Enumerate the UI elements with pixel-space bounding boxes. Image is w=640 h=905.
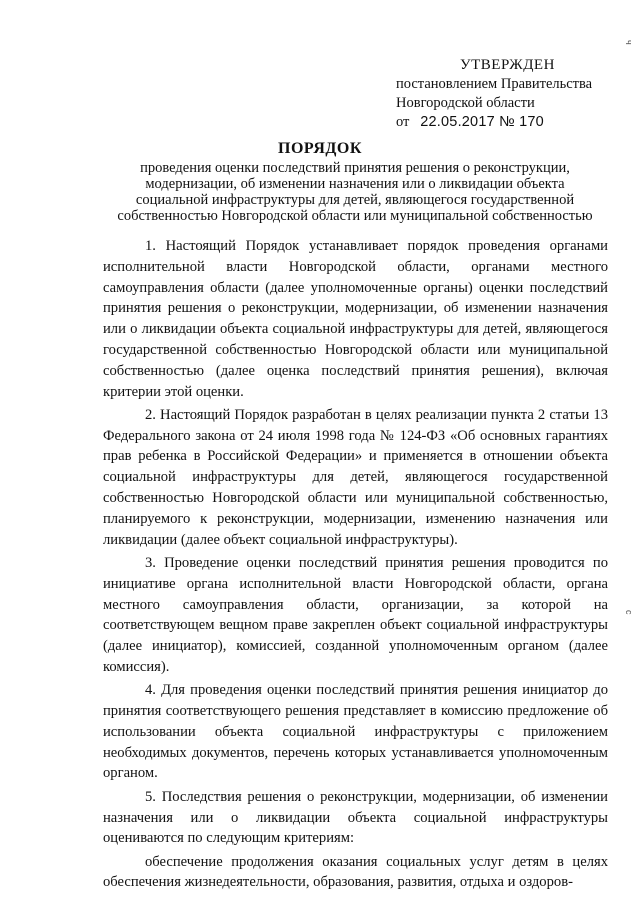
- paragraph-6: обеспечение продолжения оказания социальных услуг детям в целях обеспечения жизнедеятельности, образования, развития, отдыха и оздоров-: [103, 853, 608, 891]
- paragraph-4: 4. Для проведения оценки последствий принятия решения инициатор до принятия соответствующего решения представляет в комиссию предложение об использовании объекта социальной инфраструктуры с приложением необходимых документов, перечень которых устанавливается уполномоченным органом.: [103, 682, 608, 782]
- paragraph-5: 5. Последствия решения о реконструкции, модернизации, об изменении назначения или о ликвидации объекта социальной инфраструктуры оцениваются по следующим критериям:: [103, 788, 608, 847]
- approval-stamp: [396, 56, 626, 132]
- paragraph-2: 2. Настоящий Порядок разработан в целях реализации пункта 2 статьи 13 Федерального закона от 24 июля 1998 года № 124-ФЗ «Об основных гарантиях прав ребенка в Российской Федерации» и применяется в отношении объекта социальной инфраструктуры для детей, являющегося государственной собственностью Новгородской области или муниципальной собственностью, планируемого к реконструкции, модернизации, изменению назначения или ликвидации (далее объект социальной инфраструктуры).: [103, 406, 608, 548]
- margin-mark-top: ч: [624, 40, 634, 45]
- margin-mark-bottom: с: [624, 610, 634, 615]
- document-subtitle: проведения оценки последствий принятия решения о реконструкции, модернизации, об изменении назначения или о ликвидации объекта социальной инфраструктуры для детей, являющегося государственной собственностью Новгородской области или муниципальной собственностью: [117, 160, 593, 224]
- approval-date-prefix: от: [396, 114, 410, 130]
- approval-date-line: [396, 113, 626, 132]
- approval-date: 22.05.2017 № 170: [420, 114, 544, 130]
- approval-heading: УТВЕРЖДЕН: [460, 57, 555, 73]
- document-body: [103, 236, 608, 893]
- document-title: ПОРЯДОК: [278, 140, 362, 157]
- approval-line-2: Новгородской области: [396, 95, 535, 111]
- approval-line-1: постановлением Правительства: [396, 76, 593, 92]
- paragraph-3: 3. Проведение оценки последствий принятия решения проводится по инициативе органа исполнительной власти Новгородской области, органа местного самоуправления области, организации, за которой на соответствующем вещном праве закреплен объект социальной инфраструктуры (далее инициатор), комиссией, созданной уполномоченным органом (далее комиссия).: [103, 554, 608, 675]
- paragraph-1: 1. Настоящий Порядок устанавливает порядок проведения органами исполнительной власти Новгородской области, органами местного самоуправления области (далее уполномоченные органы) оценки последствий принятия решения о реконструкции, модернизации, об изменении назначения или о ликвидации объекта социальной инфраструктуры для детей, являющегося государственной собственностью Новгородской области или муниципальной собственностью (далее оценка последствий принятия решения), включая критерии этой оценки.: [103, 238, 608, 400]
